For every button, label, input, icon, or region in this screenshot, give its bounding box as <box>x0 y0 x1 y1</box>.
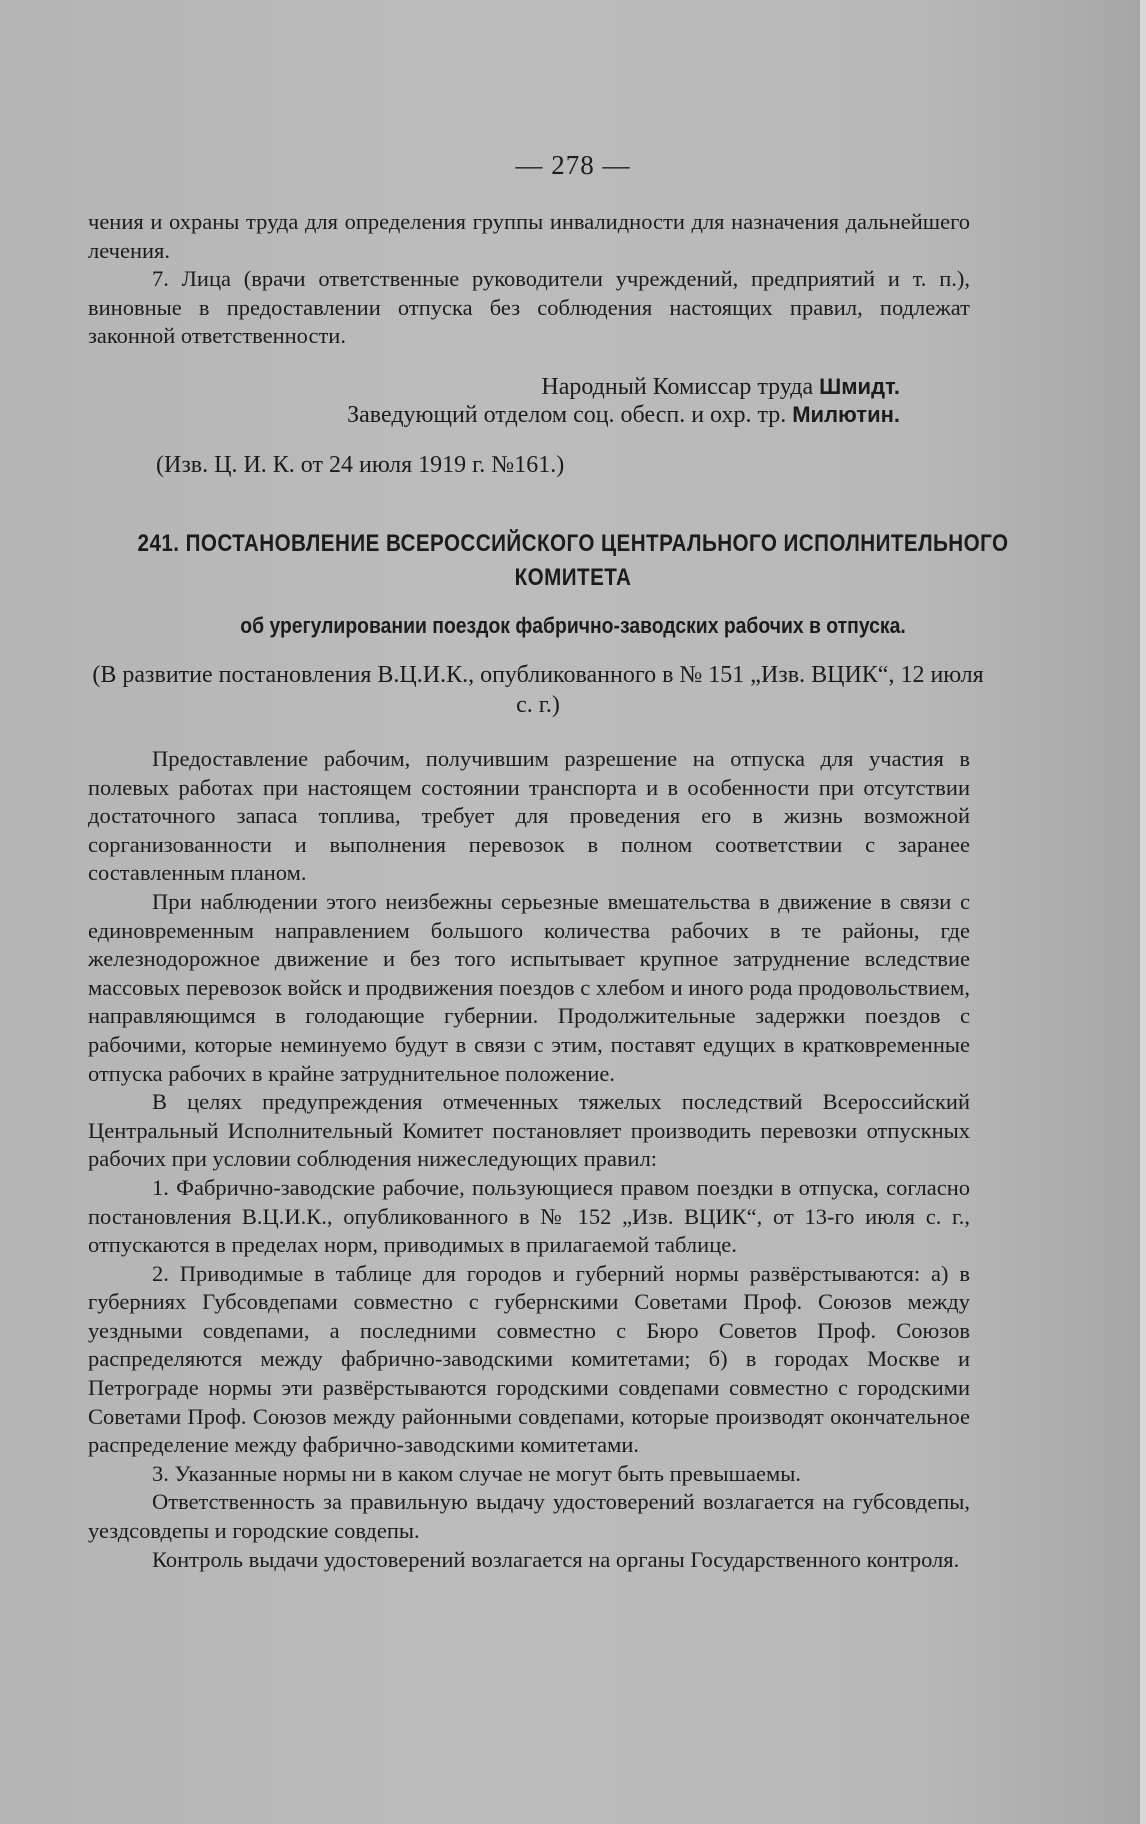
body-paragraph: Ответственность за правильную выдачу удостоверений возлагается на губсовдепы, уездсовдепы и городские совдепы. <box>88 1489 970 1544</box>
body-paragraph: В целях предупреждения отмеченных тяжелых последствий Всероссийский Центральный Исполнительный Комитет постановляет производить перевозки отпускных рабочих при условии соблюдения нижеследующих правил: <box>88 1089 970 1172</box>
rule-item-1: 1. Фабрично-заводские рабочие, пользующиеся правом поездки в отпуска, согласно постановления В.Ц.И.К., опубликованного в № 152 „Изв. ВЦИК“, от 13-го июля с. г., отпускаются в пределах норм, приводимых в прилагаемой таблице. <box>88 1174 970 1258</box>
body-paragraph: Предоставление рабочим, получившим разрешение на отпуска для участия в полевых работах при настоящем состоянии транспорта и в особенности при отсутствии достаточного запаса топлива, требует для проведения его в жизнь возможной сорганизованности и выполнения перевозок в полном соответствии с заранее составленным планом. <box>88 746 970 886</box>
body-paragraph: Контроль выдачи удостоверений возлагается на органы Государственного контроля. <box>152 1546 960 1572</box>
page-edge <box>1140 0 1146 1824</box>
previous-section-text <box>88 208 970 351</box>
decree-reference: (В развитие постановления В.Ц.И.К., опубликованного в № 151 „Изв. ВЦИК“, 12 июля с. г.) <box>92 662 984 718</box>
decree-title-line-1: 241. ПОСТАНОВЛЕНИЕ ВСЕРОССИЙСКОГО ЦЕНТРАЛЬНОГО ИСПОЛНИТЕЛЬНОГО <box>137 530 1009 557</box>
decree-body <box>88 745 970 1574</box>
body-paragraph: При наблюдении этого неизбежны серьезные вмешательства в движение в связи с единовременным направлением большого количества рабочих в те районы, где железнодорожное движение и без того испытывает крупное затруднение вследствие массовых перевозок войск и продвижения поездов с хлебом и иного рода продовольствием, направляющимся в голодающие губернии. Продолжительные задержки поездов с рабочими, которые неминуемо будут в связи с этим, поставят едущих в кратковременные отпуска рабочих в крайне затруднительное положение. <box>88 888 970 1086</box>
page-number: — 278 — <box>515 150 631 180</box>
signature-role: Заведующий отделом соц. обесп. и охр. тр. <box>347 402 787 428</box>
decree-subtitle: об урегулировании поездок фабрично-заводских рабочих в отпуска. <box>240 613 906 638</box>
signature-name: Милютин. <box>792 402 900 427</box>
paragraph-item-7: 7. Лица (врачи ответственные руководители учреждений, предприятий и т. п.), виновные в предоставлении отпуска без соблюдения настоящих правил, подлежат законной ответственности. <box>88 266 970 349</box>
rule-item-2: 2. Приводимые в таблице для городов и губерний нормы развёрстываются: а) в губерниях Губсовдепами совместно с губернскими Советами Проф. Союзов между уездными совдепами, а последними совместно с Бюро Советов Проф. Союзов распределяются между фабрично-заводскими комитетами; б) в городах Москве и Петрограде нормы эти развёрстываются городскими совдепами совместно с городскими Советами Проф. Союзов между районными совдепами, которые производят окончательное распределение между фабрично-заводскими комитетами. <box>88 1260 970 1458</box>
signature-role: Народный Комиссар труда <box>541 374 814 400</box>
source-citation: (Изв. Ц. И. К. от 24 июля 1919 г. №161.) <box>156 452 565 478</box>
decree-title-line-2: КОМИТЕТА <box>514 564 632 591</box>
signature-name: Шмидт. <box>819 374 900 399</box>
signature-head-of-department <box>0 400 900 430</box>
signature-commissar <box>0 372 900 402</box>
rule-item-3: 3. Указанные нормы ни в каком случае не могут быть превышаемы. <box>152 1460 801 1486</box>
paragraph-continuation: чения и охраны труда для определения группы инвалидности для назначения дальнейшего лечения. <box>88 209 970 263</box>
